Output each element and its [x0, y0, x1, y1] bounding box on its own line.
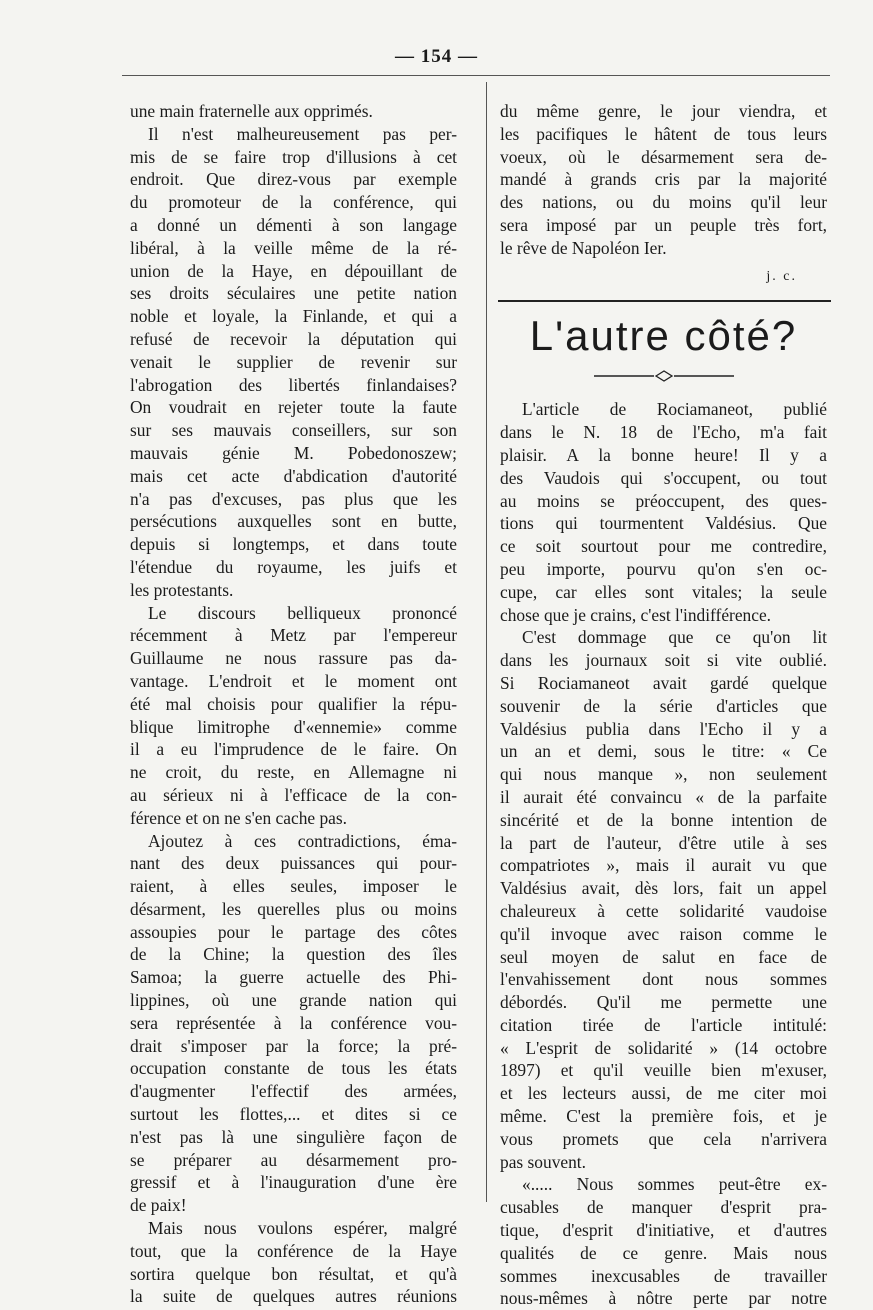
- text-line: pas souvent.: [500, 1151, 586, 1172]
- text-line: mauvais génie M. Pobedonoszew;: [130, 442, 457, 463]
- text-line: Ajoutez à ces contradictions, éma-: [148, 830, 457, 851]
- text-line: nant des deux puissances qui pour-: [130, 853, 457, 874]
- text-line: n'est pas là une singulière façon de: [130, 1126, 457, 1147]
- text-line: qui nous manque », non seulement: [500, 764, 827, 785]
- text-line: été mal choisis pour qualifier la répu-: [130, 693, 457, 714]
- left-column: [130, 100, 457, 1308]
- section-title: L'autre côté?: [529, 312, 798, 360]
- text-line: L'article de Rociamaneot, publié: [522, 399, 827, 420]
- text-line: d'augmenter l'effectif des armées,: [130, 1081, 457, 1102]
- text-line: occupation constante de tous les états: [130, 1058, 457, 1079]
- text-line: les pacifiques le hâtent de tous leurs: [500, 123, 827, 144]
- text-line: une main fraternelle aux opprimés.: [130, 101, 373, 121]
- text-line: au sérieux ni à l'efficace de la con-: [130, 784, 457, 805]
- text-line: ses droits séculaires une petite nation: [130, 283, 457, 304]
- text-line: plaisir. A la bonne heure! Il y a: [500, 444, 827, 465]
- text-line: lippines, où une grande nation qui: [130, 990, 457, 1011]
- text-line: surtout les flottes,... et dites si ce: [130, 1104, 457, 1125]
- text-line: souvenir de la série d'articles que: [500, 695, 827, 716]
- text-line: Il n'est malheureusement pas per-: [148, 123, 457, 144]
- text-line: débordés. Qu'il me permette une: [500, 992, 827, 1013]
- text-line: de la Chine; la question des îles: [130, 944, 457, 965]
- text-line: mais cet acte d'abdication d'autorité: [130, 465, 457, 486]
- text-line: voeux, où le désarmement sera de-: [500, 146, 827, 167]
- text-line: qu'il invoque avec raison comme le: [500, 923, 827, 944]
- text-line: l'envahissement dont nous sommes: [500, 969, 827, 990]
- text-line: récemment à Metz par l'empereur: [130, 625, 457, 646]
- text-line: peu importe, pourvu qu'on s'en oc-: [500, 558, 827, 579]
- title-ornament: [500, 366, 827, 390]
- text-line: sur ses mauvais conseillers, sur son: [130, 420, 457, 441]
- text-line: l'abrogation des libertés finlandaises?: [130, 374, 457, 395]
- text-line: refusé de recevoir la députation qui: [130, 328, 457, 349]
- text-line: cusables de manquer d'esprit pra-: [500, 1197, 827, 1218]
- text-line: Guillaume ne nous rassure pas da-: [130, 648, 457, 669]
- text-line: Valdésius avait, dès lors, fait un appel: [500, 878, 827, 899]
- text-line: la part de l'auteur, d'être utile à ses: [500, 832, 827, 853]
- section-rule: [498, 300, 831, 302]
- text-line: drait s'imposer par la force; la pré-: [130, 1035, 457, 1056]
- text-line: du même genre, le jour viendra, et: [500, 101, 827, 121]
- text-line: sera imposé par un peuple très fort,: [500, 214, 827, 235]
- text-line: «..... Nous sommes peut-être ex-: [522, 1174, 827, 1195]
- text-line: sera représentée à la conférence vou-: [130, 1012, 457, 1033]
- text-line: endroit. Que direz-vous par exemple: [130, 169, 457, 190]
- text-line: Samoa; la guerre actuelle des Phi-: [130, 967, 457, 988]
- text-line: férence et on ne s'en cache pas.: [130, 807, 348, 828]
- text-line: cupe, car elles sont vitales; la seule: [500, 581, 827, 602]
- text-line: les protestants.: [130, 579, 234, 600]
- text-line: vantage. L'endroit et le moment ont: [130, 670, 457, 691]
- text-line: et les lecteurs aussi, de me citer moi: [500, 1083, 827, 1104]
- text-line: C'est dommage que ce qu'on lit: [522, 627, 827, 648]
- text-line: blique limitrophe d'«ennemie» comme: [130, 716, 457, 737]
- text-line: depuis si longtemps, et dans toute: [130, 534, 457, 555]
- article-ending: [500, 100, 827, 260]
- text-line: mis de se faire trop d'illusions à cet: [130, 146, 457, 167]
- text-line: venait le supplier de revenir sur: [130, 351, 457, 372]
- right-column: [500, 100, 827, 1310]
- text-line: tout, que la conférence de la Haye: [130, 1240, 457, 1261]
- text-line: un an et demi, sous le titre: « Ce: [500, 741, 827, 762]
- text-line: persécutions auxquelles sont en butte,: [130, 511, 457, 532]
- column-divider: [486, 82, 487, 1202]
- text-line: Valdésius publia dans l'Echo il y a: [500, 718, 827, 739]
- text-line: vous promets que cela n'arrivera: [500, 1128, 827, 1149]
- text-line: noble et loyale, la Finlande, et qui a: [130, 306, 457, 327]
- text-line: tions qui tourmentent Valdésius. Que: [500, 513, 827, 534]
- text-line: désarment, les querelles plus ou moins: [130, 898, 457, 919]
- signature: j. c.: [766, 268, 797, 284]
- text-line: de paix!: [130, 1195, 187, 1216]
- text-line: sortira quelque bon résultat, et qu'à: [130, 1263, 457, 1284]
- text-line: se préparer au désarmement pro-: [130, 1149, 457, 1170]
- text-line: libéral, à la veille même de la ré-: [130, 237, 457, 258]
- text-line: sincérité et de la bonne intention de: [500, 809, 827, 830]
- text-line: gressif et à l'inauguration d'une ère: [130, 1172, 457, 1193]
- text-line: dans le N. 18 de l'Echo, m'a fait: [500, 422, 827, 443]
- text-line: compatriotes », mais il aurait vu que: [500, 855, 827, 876]
- article-body: [500, 398, 827, 1310]
- text-line: même. C'est la première fois, et je: [500, 1106, 827, 1127]
- text-line: a donné un démenti à son langage: [130, 214, 457, 235]
- text-line: la suite de quelques autres réunions: [130, 1286, 457, 1307]
- text-line: Si Rociamaneot avait gardé quelque: [500, 672, 827, 693]
- text-line: sommes inexcusables de travailler: [500, 1265, 827, 1286]
- text-line: On voudrait en rejeter toute la faute: [130, 397, 457, 418]
- text-line: raient, à elles seules, imposer le: [130, 876, 457, 897]
- text-line: tique, d'esprit d'initiative, et d'autres: [500, 1220, 827, 1241]
- text-line: chose que je crains, c'est l'indifférence.: [500, 604, 772, 625]
- text-line: l'étendue du royaume, les juifs et: [130, 556, 457, 577]
- text-line: des nations, ou du moins qu'il leur: [500, 192, 827, 213]
- text-line: au moins se préoccupent, des ques-: [500, 490, 827, 511]
- text-line: chaleureux à cette solidarité vaudoise: [500, 900, 827, 921]
- text-line: du promoteur de la conférence, qui: [130, 192, 457, 213]
- text-line: 1897) et qu'il veuille bien m'exuser,: [500, 1060, 827, 1081]
- text-line: il aurait été convaincu « de la parfaite: [500, 786, 827, 807]
- text-line: citation tirée de l'article intitulé:: [500, 1014, 827, 1035]
- text-line: qualités de ce genre. Mais nous: [500, 1242, 827, 1263]
- text-line: mandé à grands cris par la majorité: [500, 169, 827, 190]
- text-line: ce soit sourtout pour me contredire,: [500, 536, 827, 557]
- text-line: nous-mêmes à nôtre perte par notre: [500, 1288, 827, 1309]
- text-line: Mais nous voulons espérer, malgré: [148, 1218, 457, 1239]
- page-number: — 154 —: [395, 46, 478, 67]
- text-line: dans les journaux soit si vite oublié.: [500, 650, 827, 671]
- text-line: des Vaudois qui s'occupent, ou tout: [500, 467, 827, 488]
- header-rule: [122, 75, 830, 76]
- text-line: seul moyen de salut en face de: [500, 946, 827, 967]
- text-line: n'a pas d'excuses, pas plus que les: [130, 488, 457, 509]
- text-line: assoupies pour le partage des côtes: [130, 921, 457, 942]
- text-line: Le discours belliqueux prononcé: [148, 602, 457, 623]
- text-line: il a eu l'imprudence de le faire. On: [130, 739, 457, 760]
- text-line: « L'esprit de solidarité » (14 octobre: [500, 1037, 827, 1058]
- text-line: union de la Haye, en dépouillant de: [130, 260, 457, 281]
- text-line: le rêve de Napoléon Ier.: [500, 237, 667, 258]
- text-line: ne croit, du reste, en Allemagne ni: [130, 762, 457, 783]
